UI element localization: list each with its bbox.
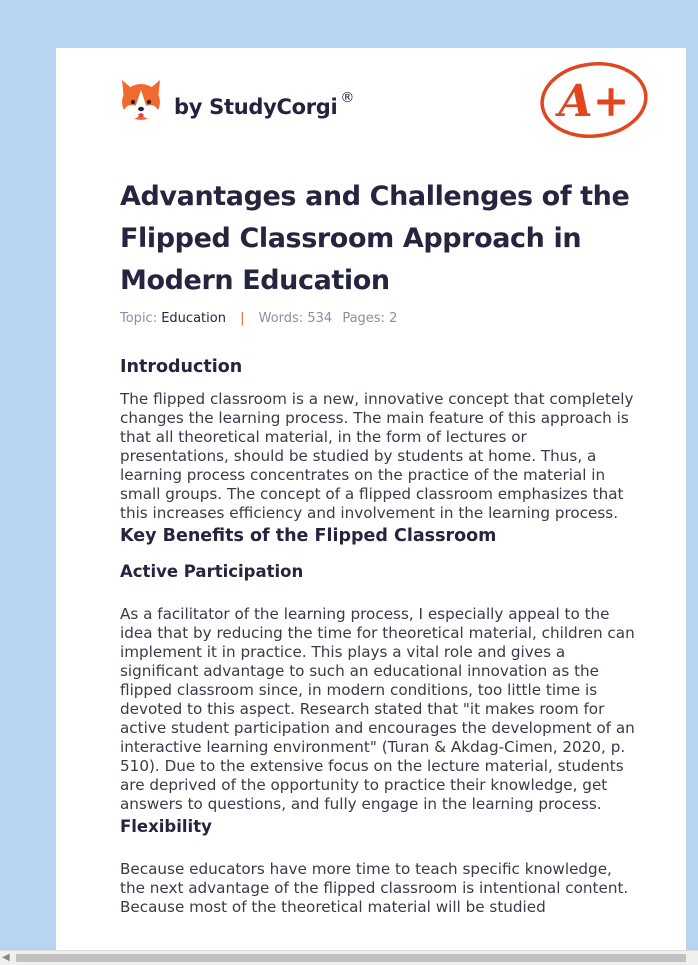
pages-count: 2 <box>389 311 398 326</box>
studycorgi-logo[interactable] <box>120 76 354 124</box>
page-title: Advantages and Challenges of the Flipped Classroom Approach in Modern Education <box>120 181 630 296</box>
subheading-flexibility: Flexibility <box>120 817 212 836</box>
words-label: Words: <box>258 311 304 326</box>
scrollbar-thumb[interactable] <box>16 954 686 962</box>
document-body <box>120 354 640 917</box>
svg-text:A+: A+ <box>558 76 630 127</box>
section-heading-key-benefits: Key Benefits of the Flipped Classroom <box>120 526 497 546</box>
paragraph-introduction: The flipped classroom is a new, innovative concept that completely changes the learning process. The main feature of this approach is that all theoretical material, in the form of lectures or presentations, should be studied by students at home. Thus, a learning process concentrates on the practice of the material in small groups. The concept of a flipped classroom emphasizes that this increases efficiency and involvement in the learning process. <box>120 390 634 522</box>
scroll-left-icon[interactable]: ◀ <box>2 952 10 963</box>
corgi-icon <box>120 78 162 122</box>
document-meta <box>120 311 397 326</box>
paragraph-active-participation: As a facilitator of the learning process, I especially appeal to the idea that by reducing the time for theoretical material, children can implement it in practice. This plays a vital role and gives a significant advantage to such an educational innovation as the flipped classroom since, in modern conditions, too little time is devoted to this aspect. Research stated that "it makes room for active student participation and encourages the development of an interactive learning environment" (Turan & Akdag-Cimen, 2020, p. 510). Due to the extensive focus on the lecture material, students are deprived of the opportunity to practice their knowledge, get answers to questions, and fully engage in the learning process. <box>120 605 635 813</box>
subheading-active-participation: Active Participation <box>120 562 304 581</box>
meta-separator: | <box>240 311 245 326</box>
words-count: 534 <box>307 311 333 326</box>
brand-name: by StudyCorgi ® <box>174 89 355 119</box>
document-page <box>56 48 686 950</box>
a-plus-grade-icon <box>536 58 650 142</box>
topic-label: Topic: <box>120 311 158 326</box>
paragraph-flexibility: Because educators have more time to teach specific knowledge, the next advantage of the flipped classroom is intentional content. Because most of the theoretical material will be studied <box>120 860 629 916</box>
pages-label: Pages: <box>342 311 385 326</box>
section-heading-introduction: Introduction <box>120 357 243 377</box>
topic-link[interactable]: Education <box>161 311 226 326</box>
horizontal-scrollbar[interactable] <box>0 950 698 965</box>
